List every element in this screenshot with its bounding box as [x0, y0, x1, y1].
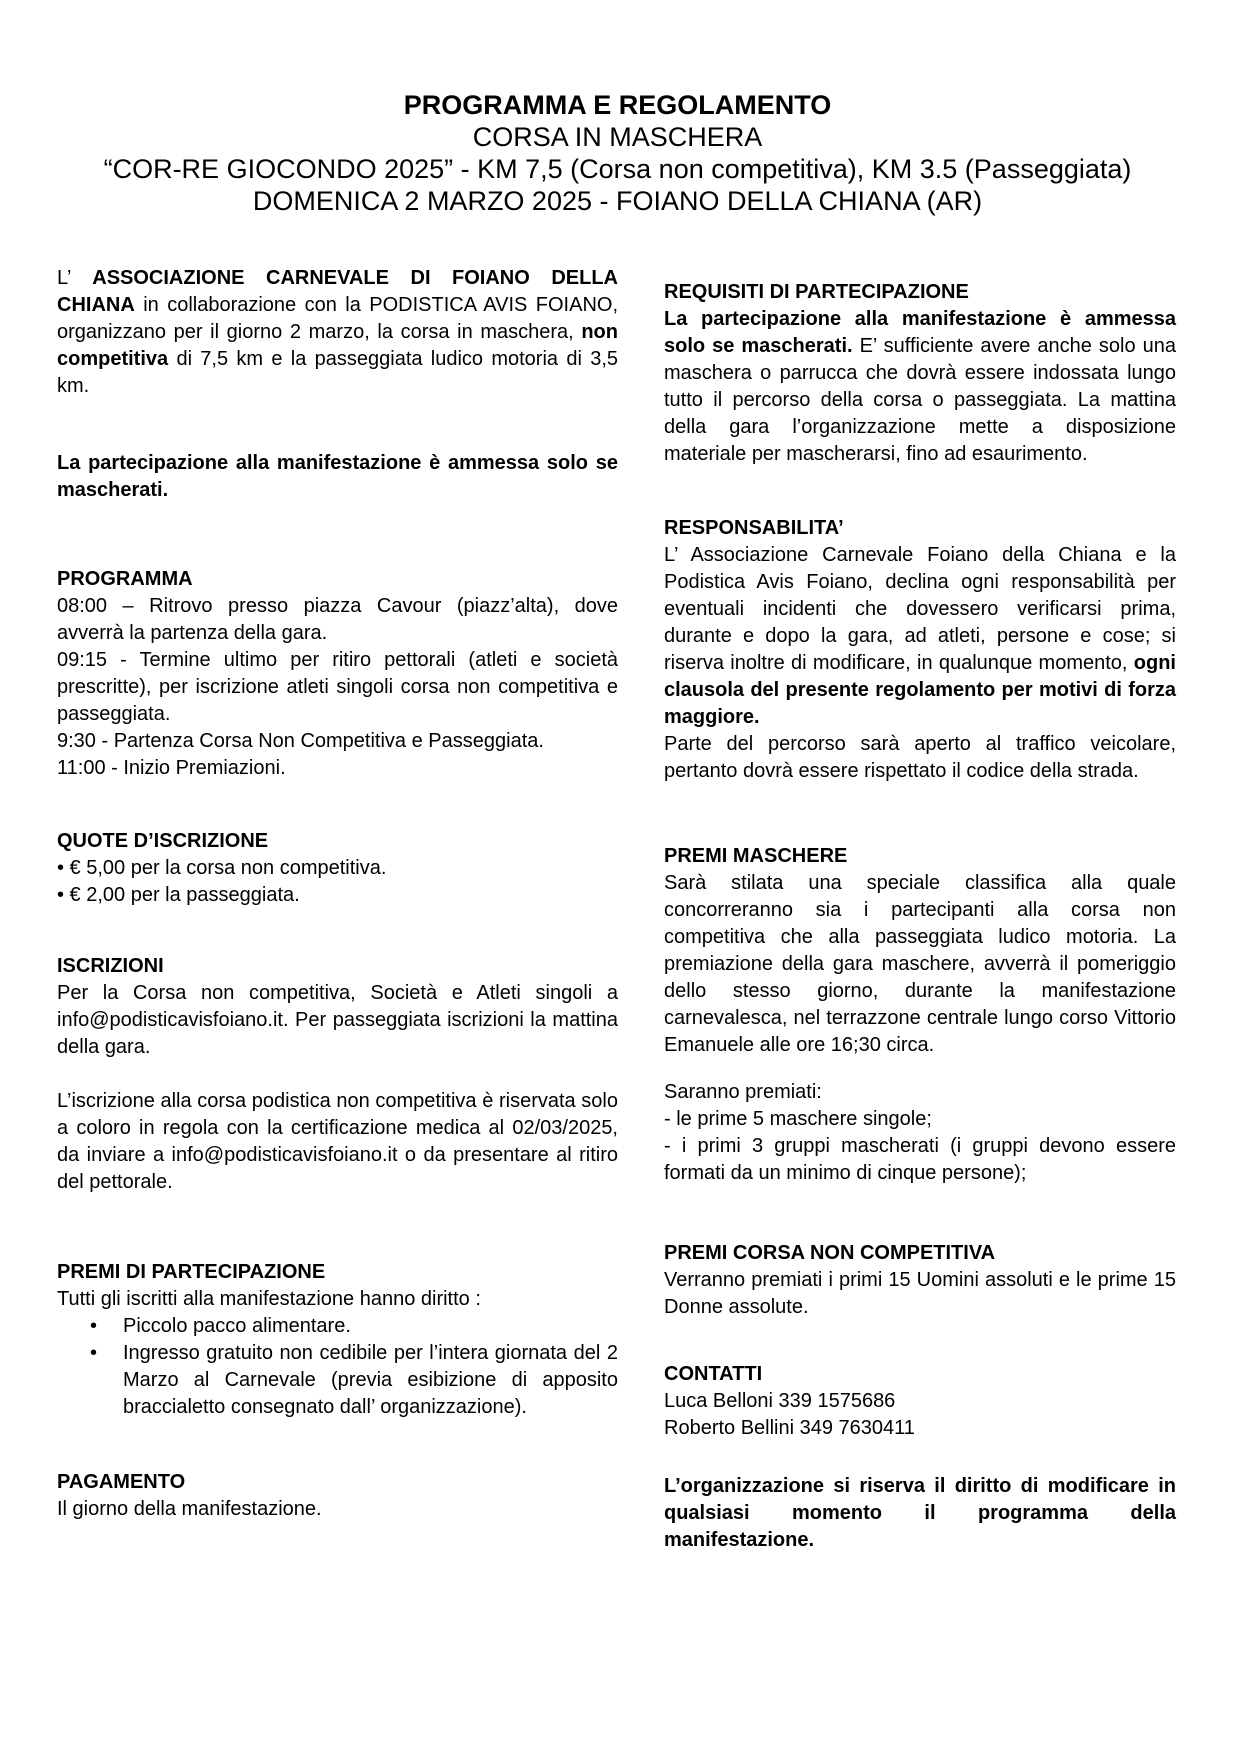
event-date-line: DOMENICA 2 MARZO 2025 - FOIANO DELLA CHIANA (AR)	[252, 186, 983, 216]
pagamento-heading: PAGAMENTO	[57, 1471, 186, 1493]
premi-corsa-paragraph: Verranno premiati i primi 15 Uomini assoluti e le prime 15 Donne assolute.	[664, 1269, 1176, 1318]
responsabilita-run-1: L’ Associazione Carnevale Foiano della Chiana e la Podistica Avis Foiano, declina ogni responsabilità per eventuali incidenti che dovessero verificarsi prima, durante e dopo la gara, ad atleti, persone e cose; si riserva inoltre di modificare, in qualunque momento,	[664, 544, 1176, 674]
iscrizioni-paragraph-1: Per la Corsa non competitiva, Società e Atleti singoli a info@podisticavisfoiano.it. Per passeggiata iscrizioni la mattina della gara.	[57, 982, 618, 1058]
intro-run-1: L’	[57, 267, 93, 289]
section-requisiti	[664, 279, 1176, 468]
section-iscrizioni	[57, 953, 618, 1196]
section-premi-corsa	[664, 1240, 1176, 1321]
responsabilita-heading: RESPONSABILITA’	[664, 517, 844, 539]
quote-item-corsa: • € 5,00 per la corsa non competitiva.	[57, 857, 387, 879]
pagamento-paragraph: Il giorno della manifestazione.	[57, 1498, 322, 1520]
section-responsabilita	[664, 515, 1176, 785]
programma-item-0800: 08:00 – Ritrovo presso piazza Cavour (piazz’alta), dove avverrà la partenza della gara.	[57, 595, 618, 644]
bullet-item-ingresso	[90, 1340, 618, 1421]
bullet-icon: •	[90, 1342, 98, 1364]
premiati-list-intro: Saranno premiati:	[664, 1081, 822, 1103]
premi-partecipazione-heading: PREMI DI PARTECIPAZIONE	[57, 1261, 326, 1283]
event-name-line: “COR-RE GIOCONDO 2025” - KM 7,5 (Corsa non competitiva), KM 3.5 (Passeggiata)	[103, 154, 1132, 184]
organization-rights-note: L’organizzazione si riserva il diritto di modificare in qualsiasi momento il programma della manifestazione.	[664, 1475, 1176, 1551]
premi-maschere-paragraph: Sarà stilata una speciale classifica alla quale concorreranno sia i partecipanti alla corsa non competitiva che alla passeggiata ludico motoria. La premiazione della gara maschere, avverrà il pomeriggio dello stesso giorno, durante la manifestazione carnevalesca, nel terrazzone centrale lungo corso Vittorio Emanuele alle ore 16;30 circa.	[664, 872, 1176, 1056]
requisiti-bold-run: La partecipazione alla manifestazione è ammessa solo se mascherati.	[664, 308, 1176, 357]
bullet-text-pacco: Piccolo pacco alimentare.	[123, 1315, 351, 1337]
contatti-line-luca: Luca Belloni 339 1575686	[664, 1390, 896, 1412]
section-quote-iscrizione	[57, 828, 618, 909]
right-column	[664, 265, 1176, 1554]
bullet-item-pacco	[90, 1313, 618, 1340]
contatti-heading: CONTATTI	[664, 1363, 763, 1385]
programma-heading: PROGRAMMA	[57, 568, 193, 590]
responsabilita-bold-run: ogni clausola del presente regolamento per motivi di forza maggiore.	[664, 652, 1176, 728]
bullet-icon: •	[90, 1315, 98, 1337]
section-contatti	[664, 1361, 1176, 1442]
iscrizioni-heading: ISCRIZIONI	[57, 955, 164, 977]
requisiti-heading: REQUISITI DI PARTECIPAZIONE	[664, 281, 969, 303]
section-pagamento	[57, 1469, 618, 1523]
contatti-line-roberto: Roberto Bellini 349 7630411	[664, 1417, 915, 1439]
bullet-text-ingresso: Ingresso gratuito non cedibile per l’intera giornata del 2 Marzo al Carnevale (previa esibizione di apposito braccialetto consegnato dall’ organizzazione).	[123, 1342, 618, 1418]
intro-run-organizer: ASSOCIAZIONE CARNEVALE DI FOIANO DELLA CHIANA	[57, 267, 618, 316]
section-programma	[57, 566, 618, 782]
section-premi-maschere	[664, 843, 1176, 1187]
intro-run-noncompetitive: non competitiva	[57, 321, 618, 370]
responsabilita-paragraph-1	[664, 542, 1176, 731]
mask-requirement-note: La partecipazione alla manifestazione è ammessa solo se mascherati.	[57, 452, 618, 501]
quote-iscrizione-heading: QUOTE D’ISCRIZIONE	[57, 830, 269, 852]
programma-item-0930: 9:30 - Partenza Corsa Non Competitiva e Passeggiata.	[57, 730, 544, 752]
premiati-list	[664, 1079, 1176, 1187]
section-premi-partecipazione	[57, 1259, 618, 1421]
premi-maschere-heading: PREMI MASCHERE	[664, 845, 848, 867]
left-column	[57, 265, 618, 1554]
premiati-item-gruppi: - i primi 3 gruppi mascherati (i gruppi devono essere formati da un minimo di cinque persone);	[664, 1135, 1176, 1184]
requisiti-paragraph	[664, 306, 1176, 468]
responsabilita-paragraph-2: Parte del percorso sarà aperto al traffico veicolare, pertanto dovrà essere rispettato il codice della strada.	[664, 733, 1176, 782]
two-column-body	[57, 265, 1178, 1554]
requisiti-rest-run: E’ sufficiente avere anche solo una maschera o parrucca che dovrà essere indossata lungo tutto il percorso della corsa o passeggiata. La mattina della gara l’organizzazione mette a disposizione materiale per mascherarsi, fino ad esaurimento.	[664, 335, 1176, 465]
document-title: PROGRAMMA E REGOLAMENTO	[403, 90, 832, 120]
iscrizioni-paragraph-2: L’iscrizione alla corsa podistica non competitiva è riservata solo a coloro in regola con la certificazione medica al 02/03/2025, da inviare a info@podisticavisfoiano.it o da presentare al ritiro del pettorale.	[57, 1090, 618, 1193]
quote-item-passeggiata: • € 2,00 per la passeggiata.	[57, 884, 300, 906]
document-subtitle: CORSA IN MASCHERA	[472, 122, 763, 152]
premi-partecipazione-intro: Tutti gli iscritti alla manifestazione hanno diritto :	[57, 1288, 481, 1310]
premiati-item-singole: - le prime 5 maschere singole;	[664, 1108, 932, 1130]
programma-item-0915: 09:15 - Termine ultimo per ritiro pettorali (atleti e società prescritte), per iscrizione atleti singoli corsa non competitiva e passeggiata.	[57, 649, 618, 725]
programma-item-1100: 11:00 - Inizio Premiazioni.	[57, 757, 286, 779]
intro-run-5: di 7,5 km e la passeggiata ludico motoria di 3,5 km.	[57, 348, 618, 397]
premi-corsa-heading: PREMI CORSA NON COMPETITIVA	[664, 1242, 996, 1264]
intro-run-3: in collaborazione con la PODISTICA AVIS FOIANO, organizzano per il giorno 2 marzo, la corsa in maschera,	[57, 294, 618, 343]
intro-paragraph	[57, 265, 618, 400]
document-header	[57, 89, 1178, 217]
